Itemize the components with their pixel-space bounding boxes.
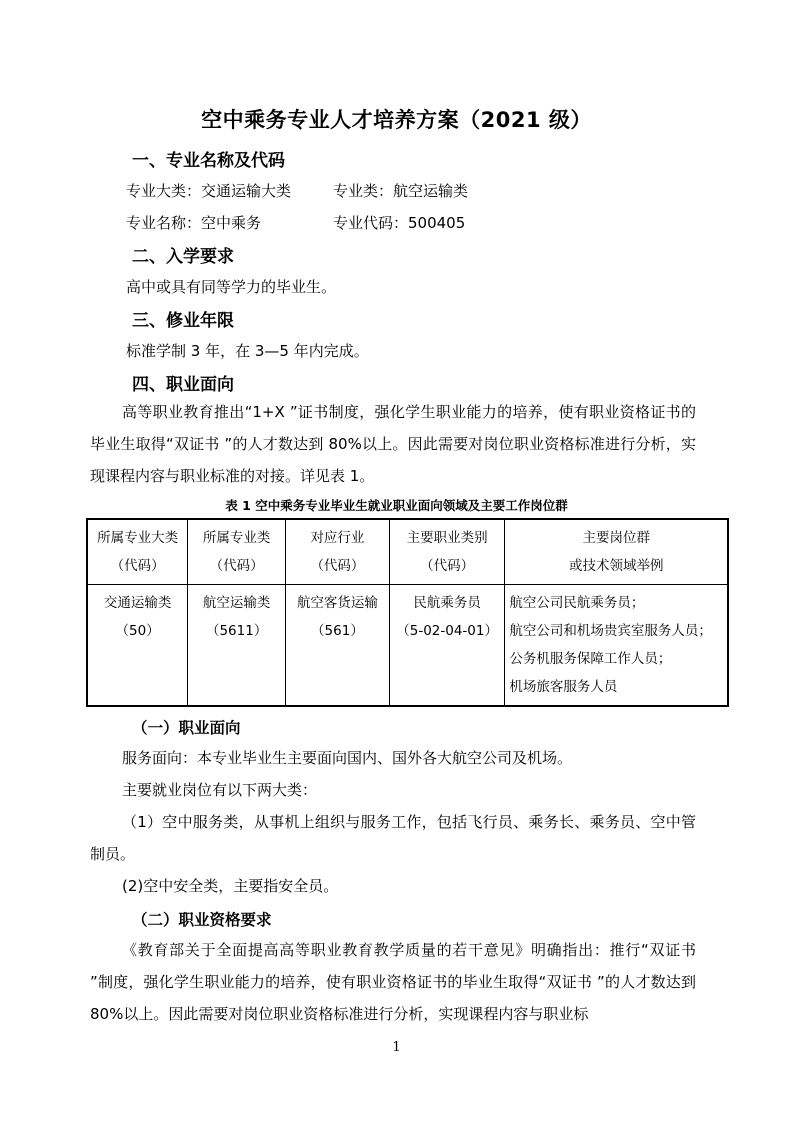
header-cell: 主要岗位群 或技术领域举例 <box>505 519 728 585</box>
header-cell: 所属专业大类 （代码） <box>87 519 188 585</box>
page-number: 1 <box>392 1040 401 1055</box>
section-heading-duration: 三、修业年限 <box>132 311 234 331</box>
table-header-row <box>87 519 728 585</box>
table-caption: 表 1 空中乘务专业毕业生就业职业面向领域及主要工作岗位群 <box>225 498 568 513</box>
subsection-heading-qualification: （二）职业资格要求 <box>132 911 272 929</box>
qualification-paragraph: 《教育部关于全面提高高等职业教育教学质量的若干意见》明确指出：推行“双证书 ”制度，强化学生职业能力的培养，使有职业资格证书的毕业生取得“双证书 ”的人才数达到 80%以上。因此需要对岗位职业资格标准进行分析，实现课程内容与职业标 <box>90 941 696 1023</box>
header-cell: 所属专业类 （代码） <box>188 519 286 585</box>
section-heading-major: 一、专业名称及代码 <box>132 151 285 171</box>
major-code: 专业代码：500405 <box>333 214 466 232</box>
table-row <box>87 585 728 707</box>
table-cell: 航空运输类 （5611） <box>188 585 286 707</box>
section-heading-admission: 二、入学要求 <box>132 247 234 267</box>
major-category: 专业大类：交通运输大类 <box>126 182 292 200</box>
career-intro-paragraph: 高等职业教育推出“1+X ”证书制度，强化学生职业能力的培养，使有职业资格证书的毕业生取得“双证书 ”的人才数达到 80%以上。因此需要对岗位职业资格标准进行分析，实现课程内容与职业标准的对接。详见表 1。 <box>90 403 696 485</box>
admission-text: 高中或具有同等学力的毕业生。 <box>126 278 337 296</box>
service-direction: 服务面向：本专业毕业生主要面向国内、国外各大航空公司及机场。 <box>122 749 573 767</box>
career-table <box>86 518 729 707</box>
duration-text: 标准学制 3 年，在 3—5 年内完成。 <box>126 342 369 360</box>
category: 专业类：航空运输类 <box>333 182 469 200</box>
job-type-1: （1）空中服务类，从事机上组织与服务工作，包括飞行员、乘务长、乘务员、空中管制员。 <box>90 813 696 863</box>
table-cell: 交通运输类 （50） <box>87 585 188 707</box>
job-type-2: (2)空中安全类，主要指安全员。 <box>122 877 339 895</box>
subsection-heading-career: （一）职业面向 <box>132 719 241 737</box>
major-name: 专业名称：空中乘务 <box>126 214 262 232</box>
header-cell: 主要职业类别 （代码） <box>389 519 505 585</box>
table-cell: 航空公司民航乘务员； 航空公司和机场贵宾室服务人员； 公务机服务保障工作人员； 机场旅客服务人员 <box>505 585 728 707</box>
document-title: 空中乘务专业人才培养方案（2021 级） <box>201 108 592 132</box>
header-cell: 对应行业 （代码） <box>286 519 390 585</box>
table-cell: 民航乘务员 （5-02-04-01） <box>389 585 505 707</box>
section-heading-career: 四、职业面向 <box>132 375 234 395</box>
table-cell: 航空客货运输 （561） <box>286 585 390 707</box>
main-jobs-intro: 主要就业岗位有以下两大类： <box>122 781 318 799</box>
